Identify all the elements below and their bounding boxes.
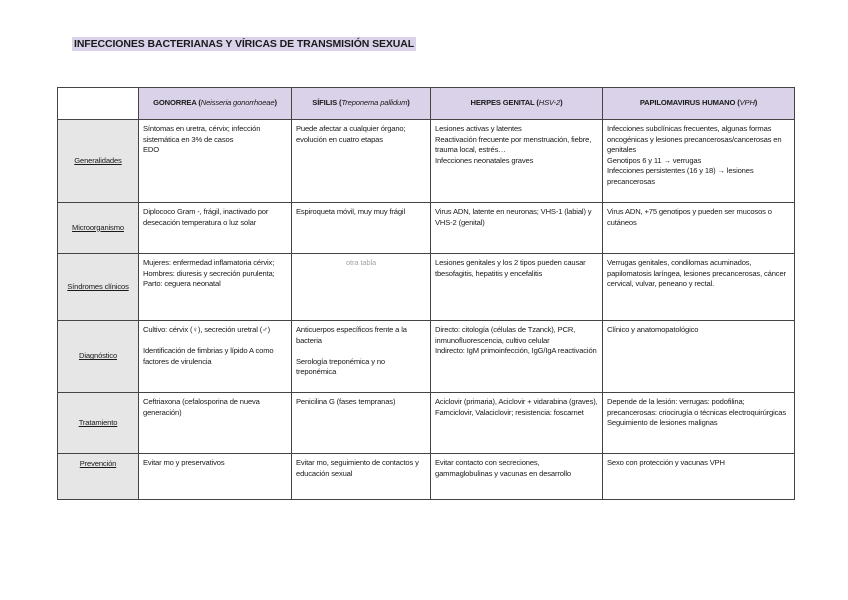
column-header-herpes: HERPES GENITAL (HSV-2) [431,88,603,120]
table-cell: Lesiones activas y latentes Reactivación frecuente por menstruación, fiebre, trauma local, estrés… Infecciones neonatales graves [431,120,603,203]
row-tratamiento [58,393,795,454]
table-cell: Sexo con protección y vacunas VPH [603,454,795,500]
table-cell: Puede afectar a cualquier órgano; evolución en cuatro etapas [292,120,431,203]
table-cell: Verrugas genitales, condilomas acuminados, papilomatosis laríngea, lesiones precancerosas, cáncer cervical, vulvar, peneano y rectal. [603,254,795,321]
row-prevencion [58,454,795,500]
column-header-sifilis: SÍFILIS (Treponema pallidum) [292,88,431,120]
page-title: INFECCIONES BACTERIANAS Y VÍRICAS DE TRANSMISIÓN SEXUAL [74,38,415,50]
column-species: HSV-2 [538,98,561,108]
table-cell: Depende de la lesión: verrugas: podofilina; precancerosas: criocirugía o técnicas electroquirúrgicas Seguimiento de lesiones malignas [603,393,795,454]
row-header: Microorganismo [58,203,139,254]
table-cell: Infecciones subclínicas frecuentes, algunas formas oncogénicas y lesiones precancerosas/cancerosas en genitales Genotipos 6 y 11 → verrugas Infecciones persistentes (16 y 18) → lesiones precancerosas [603,120,795,203]
table-cell: Virus ADN, +75 genotipos y pueden ser mucosos o cutáneos [603,203,795,254]
table-cell: Penicilina G (fases tempranas) [292,393,431,454]
column-species: VPH [739,98,755,108]
row-header: Tratamiento [58,393,139,454]
column-name: HERPES GENITAL [470,98,535,108]
row-microorganismo [58,203,795,254]
row-header: Síndromes clínicos [58,254,139,321]
row-generalidades [58,120,795,203]
column-species: Neisseria gonorrhoeae [200,98,275,108]
corner-cell [58,88,139,120]
placeholder-cell: otra tabla [292,254,431,321]
table-cell: Aciclovir (primaria), Aciclovir + vidarabina (graves), Famciclovir, Valaciclovir; resistencia: foscarnet [431,393,603,454]
row-diagnostico [58,321,795,393]
row-header: Diagnóstico [58,321,139,393]
table-cell: Clínico y anatomopatológico [603,321,795,393]
column-header-vph: PAPILOMAVIRUS HUMANO (VPH) [603,88,795,120]
table-cell: Virus ADN, latente en neuronas; VHS-1 (labial) y VHS-2 (genital) [431,203,603,254]
column-header-gonorrea: GONORREA (Neisseria gonorrhoeae) [139,88,292,120]
header-row [58,88,795,120]
table-cell: Síntomas en uretra, cérvix; infección sistemática en 3% de casos EDO [139,120,292,203]
table-cell: Anticuerpos específicos frente a la bacteria Serología treponémica y no treponémica [292,321,431,393]
column-species: Treponema pallidum [341,98,408,108]
column-name: GONORREA [153,98,197,108]
row-header: Prevención [58,454,139,500]
row-header: Generalidades [58,120,139,203]
table-cell: Ceftriaxona (cefalosporina de nueva generación) [139,393,292,454]
table-cell: Evitar mo, seguimiento de contactos y educación sexual [292,454,431,500]
column-name: SÍFILIS [312,98,337,108]
table-cell: Mujeres: enfermedad inflamatoria cérvix; Hombres: diuresis y secreción purulenta; Parto: ceguera neonatal [139,254,292,321]
column-name: PAPILOMAVIRUS HUMANO [639,98,736,108]
table-cell: Diplococo Gram -, frágil, inactivado por desecación temperatura o luz solar [139,203,292,254]
table-cell: Evitar mo y preservativos [139,454,292,500]
table-cell: Lesiones genitales y los 2 tipos pueden causar tbesofagitis, hepatitis y encefalitis [431,254,603,321]
sti-comparison-table [57,87,795,500]
row-sindromes-clinicos [58,254,795,321]
table-cell: Directo: citología (células de Tzanck), PCR, inmunofluorescencia, cultivo celular Indirecto: IgM primoinfección, IgG/IgA reactivación [431,321,603,393]
table-cell: Cultivo: cérvix (♀), secreción uretral (♂) Identificación de fimbrias y lípido A como factores de virulencia [139,321,292,393]
table-cell: Evitar contacto con secreciones, gammaglobulinas y vacunas en desarrollo [431,454,603,500]
table-cell: Espiroqueta móvil, muy muy frágil [292,203,431,254]
